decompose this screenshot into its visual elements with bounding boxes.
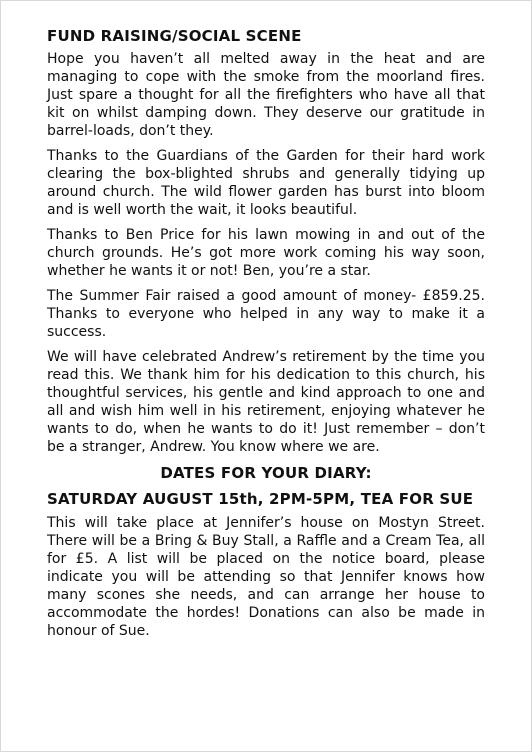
- section-title: FUND RAISING/SOCIAL SCENE: [47, 27, 302, 45]
- event-title: SATURDAY AUGUST 15th, 2PM-5PM, TEA FOR SUE: [47, 490, 474, 508]
- paragraph-summer-fair: The Summer Fair raised a good amount of money- £859.25. Thanks to everyone who helped in any way to make it a success.: [47, 288, 485, 340]
- page-content: [47, 26, 485, 647]
- diary-heading: DATES FOR YOUR DIARY:: [160, 464, 372, 482]
- paragraph-heat-and-fires: Hope you haven’t all melted away in the heat and are managing to cope with the smoke from the moorland fires. Just spare a thought for all the firefighters who have all that kit on whilst damping down. They deserve our gratitude in barrel-loads, don’t they.: [47, 51, 485, 139]
- paragraph-lawn-mowing-thanks: Thanks to Ben Price for his lawn mowing in and out of the church grounds. He’s got more work coming his way soon, whether he wants it or not! Ben, you’re a star.: [47, 227, 485, 279]
- event-description: This will take place at Jennifer’s house on Mostyn Street. There will be a Bring & Buy Stall, a Raffle and a Cream Tea, all for £5. A list will be placed on the notice board, please indicate you will be attending so that Jennifer knows how many scones she needs, and can arrange her house to accommodate the hordes! Donations can also be made in honour of Sue.: [47, 515, 485, 639]
- paragraph-retirement: We will have celebrated Andrew’s retirement by the time you read this. We thank him for his dedication to this church, his thoughtful services, his gentle and kind approach to one and all and wish him well in his retirement, enjoying whatever he wants to do, when he wants to do it! Just remember – don’t be a stranger, Andrew. You know where we are.: [47, 349, 485, 455]
- paragraph-garden-thanks: Thanks to the Guardians of the Garden for their hard work clearing the box-blighted shrubs and generally tidying up around church. The wild flower garden has burst into bloom and is well worth the wait, it looks beautiful.: [47, 148, 485, 218]
